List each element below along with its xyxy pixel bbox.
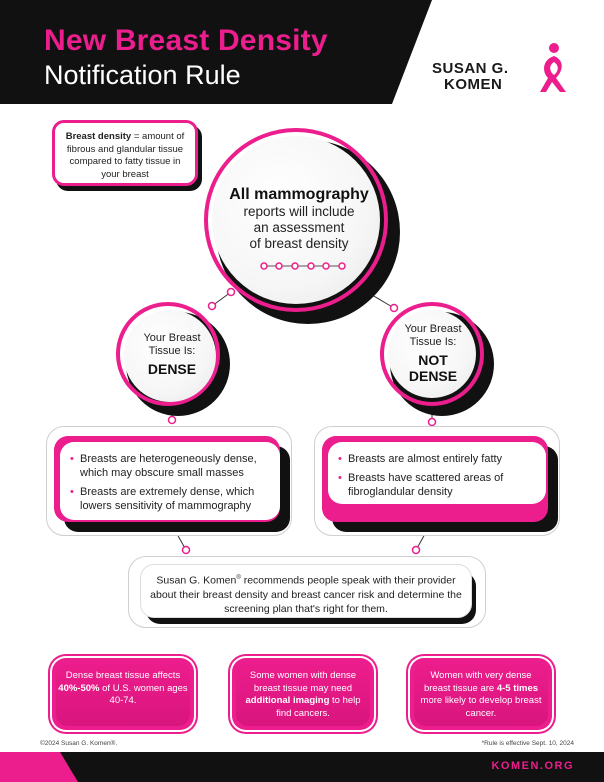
list-item: • Breasts are almost entirely fatty [338, 452, 540, 466]
stat-text-part: Some women with dense breast tissue may need [249, 670, 357, 694]
list-item: • Breasts are heterogeneously dense, which may obscure small masses [70, 452, 274, 480]
not-dense-value: DENSE [408, 368, 458, 384]
page-subtitle: Notification Rule [44, 60, 241, 90]
stat-text-part: more likely to develop breast cancer. [420, 695, 542, 719]
komen-logo [432, 42, 572, 94]
not-dense-value: NOT [418, 352, 448, 368]
not-dense-label-line: Your Breast [404, 323, 462, 335]
stat-highlight: 4-5 times [496, 682, 539, 694]
dense-label-line: Tissue Is: [148, 345, 196, 357]
stat-text-part: Dense breast tissue affects [65, 670, 181, 681]
page-title: New Breast Density [44, 24, 328, 57]
main-circle-line: reports will include [243, 204, 355, 219]
stat-text [58, 670, 188, 708]
registered-mark: ® [236, 575, 241, 581]
main-circle-heading: All mammography [229, 186, 369, 203]
stat-text-part: to help find cancers. [276, 695, 361, 719]
list-item: • Breasts have scattered areas of fibroglandular density [338, 471, 540, 499]
main-circle-line: an assessment [253, 220, 345, 235]
definition-body: = amount of fibrous and glandular tissue compared to fatty tissue in your breast [66, 131, 185, 180]
main-circle-text [208, 186, 390, 252]
stat-highlight: 40%-50% [58, 682, 100, 694]
main-circle-body [208, 204, 390, 252]
website-link[interactable]: KOMEN.ORG [491, 760, 574, 772]
dense-label [118, 332, 226, 377]
logo-text: KOMEN [444, 76, 503, 93]
definition-box [52, 120, 198, 186]
stat-card [410, 658, 552, 730]
stat-text [416, 670, 546, 720]
definition-term: Breast density [65, 131, 132, 142]
copyright: ©2024 Susan G. Komen®. [40, 740, 118, 747]
recommendation-body: recommends people speak with their provider about their breast density and breast cancer risk and determine the screening plan that's right for them. [150, 574, 462, 615]
dense-value: DENSE [147, 361, 197, 377]
list-item: • Breasts are extremely dense, which lowers sensitivity of mammography [70, 485, 274, 513]
dense-bullets [70, 452, 274, 518]
stat-text-part: Women with very dense breast tissue are [423, 670, 532, 694]
recommendation-text [150, 571, 462, 616]
not-dense-label-line: Tissue Is: [409, 336, 457, 348]
stat-card [52, 658, 194, 730]
dense-label-line: Your Breast [143, 332, 201, 344]
stat-highlight: additional imaging [245, 695, 330, 706]
not-dense-bullets [338, 452, 540, 504]
main-circle-line: of breast density [249, 236, 349, 251]
not-dense-label [384, 323, 482, 384]
header [0, 0, 604, 104]
footer-accent [0, 752, 78, 782]
dots-divider [258, 260, 348, 272]
recommendation-brand: Susan G. Komen [156, 574, 237, 587]
stat-text [238, 670, 368, 720]
stat-text-part: of U.S. women ages 40-74. [99, 682, 188, 706]
logo-text: SUSAN G. [432, 60, 509, 77]
pink-ribbon-icon [534, 42, 568, 94]
stat-card [232, 658, 374, 730]
effective-date-note: *Rule is effective Sept. 10, 2024 [481, 740, 574, 747]
definition-text [61, 131, 189, 181]
